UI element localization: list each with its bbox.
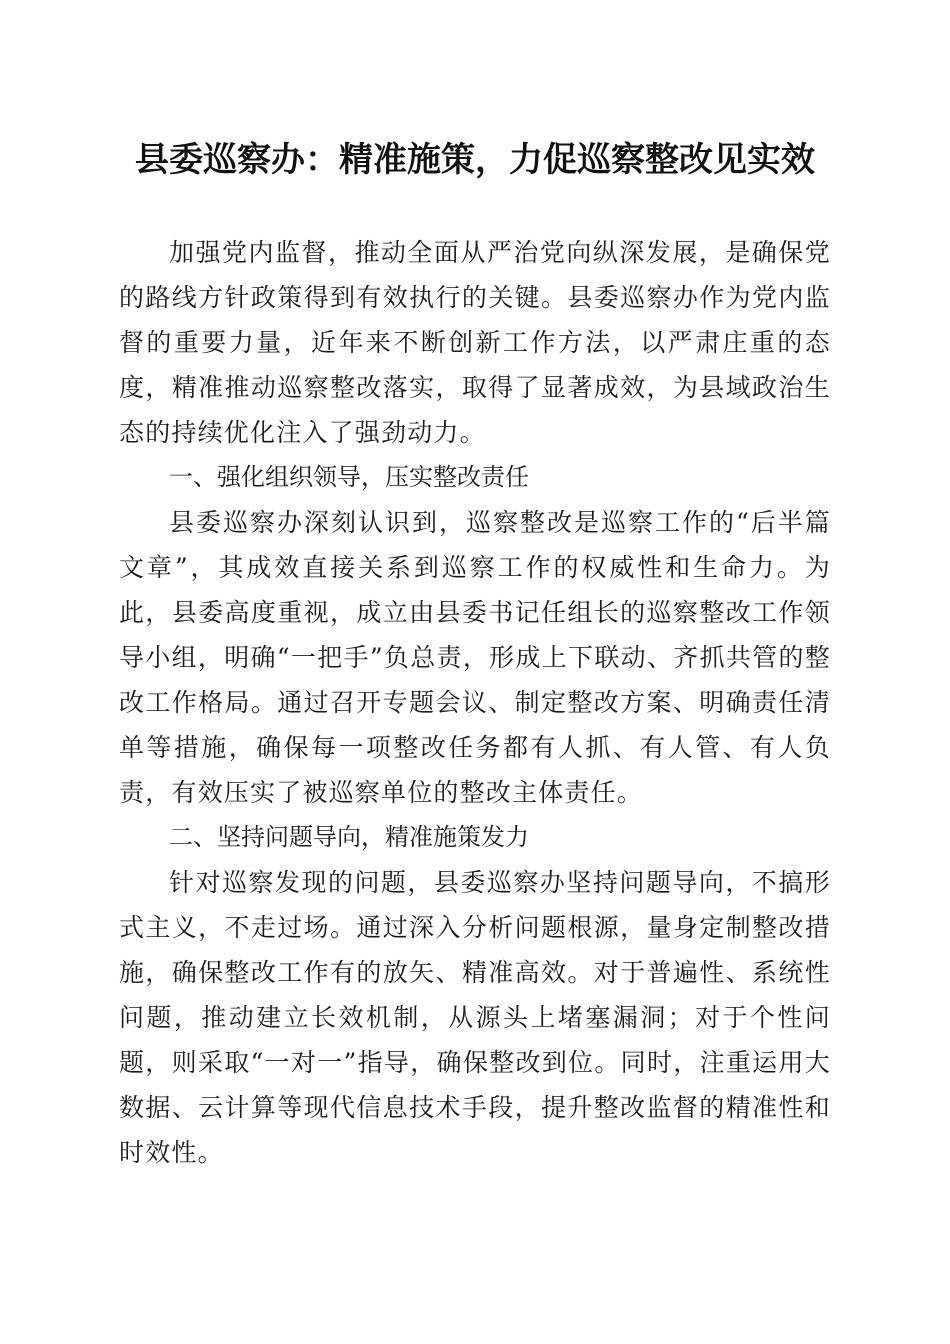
section-paragraph-2: 针对巡察发现的问题，县委巡察办坚持问题导向，不搞形式主义，不走过场。通过深入分析问题根源，量身定制整改措施，确保整改工作有的放矢、精准高效。对于普遍性、系统性问题，推动建立长效机制，从源头上堵塞漏洞；对于个性问题，则采取“一对一”指导，确保整改到位。同时，注重运用大数据、云计算等现代信息技术手段，提升整改监督的精准性和时效性。	[119, 868, 831, 1167]
section-paragraph-1: 县委巡察办深刻认识到，巡察整改是巡察工作的“后半篇文章”，其成效直接关系到巡察工作的权威性和生命力。为此，县委高度重视，成立由县委书记任组长的巡察整改工作领导小组，明确“一把手”负总责，形成上下联动、齐抓共管的整改工作格局。通过召开专题会议、制定整改方案、明确责任清单等措施，确保每一项整改任务都有人抓、有人管、有人负责，有效压实了被巡察单位的整改主体责任。	[119, 508, 831, 807]
intro-paragraph: 加强党内监督，推动全面从严治党向纵深发展，是确保党的路线方针政策得到有效执行的关键。县委巡察办作为党内监督的重要力量，近年来不断创新工作方法，以严肃庄重的态度，精准推动巡察整改落实，取得了显著成效，为县域政治生态的持续优化注入了强劲动力。	[119, 238, 831, 447]
document-body	[119, 230, 831, 1175]
section-heading-1: 一、强化组织领导，压实整改责任	[169, 463, 529, 491]
section-heading-2: 二、坚持问题导向，精准施策发力	[169, 823, 529, 851]
document-title: 县委巡察办：精准施策，力促巡察整改见实效	[135, 140, 815, 180]
